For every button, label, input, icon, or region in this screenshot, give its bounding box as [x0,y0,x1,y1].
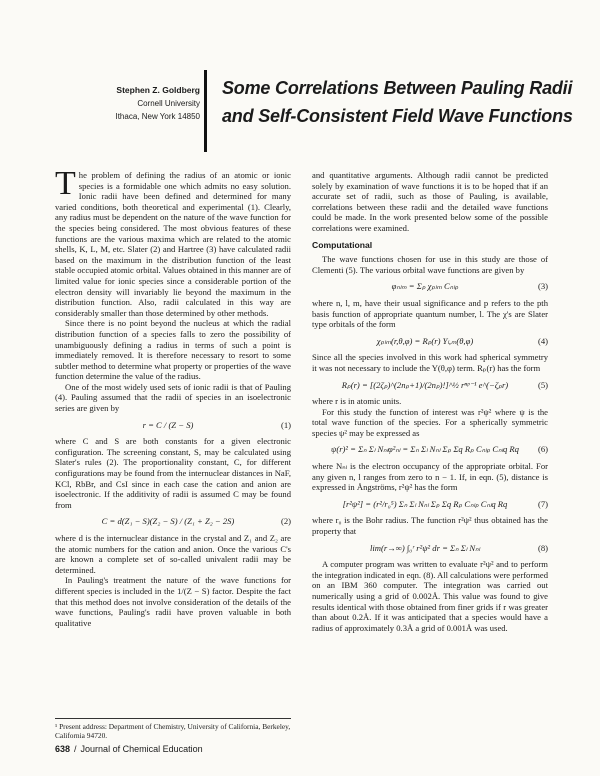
equation-number: (8) [537,542,548,553]
paragraph: Since there is no point beyond the nucleus at which the radial distribution function of a species falls to zero the possibility of unambiguously defining a radius in terms of such a point is immediately removed. It is therefore necessary to resort to some subtler method to determine what property or properties of the wave function determine the value of the radius. [55,318,291,382]
paragraph: and quantitative arguments. Although radii cannot be predicted solely by examination of wave functions it is to be hoped that if an accurate set of radii, such as those of Pauling, is available, correlations between these radii and the detailed wave functions could be made. In the work presented below some of the possible correlations were examined. [312,170,548,233]
equation-body: χₚₗₘ(r,θ,φ) = Rₚ(r) Yₗ,ₘ(θ,φ) [376,335,474,346]
equation-body: φₙₗₘ = Σₚ χₚₗₘ Cₙₗₚ [391,281,459,292]
equation-6 [312,444,548,455]
equation-body: C = d(Z₁ − S)(Z₂ − S) / (Z₁ + Z₂ − 2S) [101,516,235,527]
equation-number: (3) [537,281,548,292]
paragraph: where Nₙₗ is the electron occupancy of the appropriate orbital. For any given n, l ranges from zero to n − 1. If, in eqn. (5), distance is expressed in Ångströms, r²ψ² has the form [312,461,548,493]
equation-4 [312,336,548,347]
paragraph: where d is the internuclear distance in the crystal and Z₁ and Z₂ are the atomic numbers for the cation and anion. Once the various C's are known a complete set of so-called univalent radii may be determined. [55,533,291,575]
author-affiliation: Cornell University [137,99,200,108]
section-heading: Computational [312,239,373,250]
page-number: 638 [55,744,71,754]
paragraph: where r is in atomic units. [312,396,402,407]
footnote: ¹ Present address: Department of Chemistry, University of California, Berkeley, California 94720. [55,718,291,740]
author-block [50,84,200,123]
journal-name: Journal of Chemical Education [80,744,203,754]
title-line-1: Some Correlations Between Pauling Radii [222,78,573,98]
drop-cap: T [55,165,76,202]
author-location: Ithaca, New York 14850 [115,112,200,121]
paragraph: where r₀ is the Bohr radius. The function r²ψ² thus obtained has the property that [312,515,548,537]
intro-paragraph [55,165,291,318]
equation-7 [312,499,548,510]
equation-body: Rₚ(r) = [(2ζₚ)^(2nₚ+1)/(2nₚ)!]^½ rⁿᵖ⁻¹ e^(−ζₚr) [341,379,509,390]
paragraph: One of the most widely used sets of ionic radii is that of Pauling (4). Pauling assumed that the radii of species in an isoelectronic series are given by [55,381,291,414]
author-name: Stephen Z. Goldberg [116,85,200,95]
equation-number: (4) [537,335,548,346]
title-divider [204,70,207,152]
page-footer [55,744,203,754]
equation-number: (1) [280,419,291,430]
equation-1 [55,420,291,431]
equation-number: (5) [537,379,548,390]
equation-body: lim(r→∞) ∫₀ʳ r²ψ² dr = Σₙ Σₗ Nₙₗ [369,542,480,553]
paragraph: In Pauling's treatment the nature of the wave functions for different species is included in the 1/(Z − S) factor. Despite the fact that this method does not involve consideration of the details of the wave functions, Pauling's radii have proven valuable in both qualitative [55,575,291,628]
intro-text: he problem of defining the radius of an atomic or ionic species is a formidable one which admits no easy solution. Ionic radii have been defined and determined for many varied conditions, both theoretical and experimental (1). Clearly, any radius must be dependent on the nature of the wave function for the species being considered. The most obvious features of these functions are the various maxima which are related to the atomic shells, K, L, M, etc. Slater (2) and Hartree (3) have calculated radii based on the maximum in the distribution function of the least stable occupied atomic orbital. Values obtained in this manner are of limited value for ionic species since a considerable portion of the electron density will invariably lie beyond the maximum in the distribution function. Also, radii calculated in this way are considerably smaller than those determined by other methods. [55,170,291,318]
equation-8 [312,543,548,554]
equation-2 [55,516,291,527]
equation-3 [312,281,548,292]
left-column [55,165,291,628]
equation-body: ψ(r)² = Σₙ Σₗ Nₙₗφ²ₙₗ = Σₙ Σₗ Nₙₗ Σₚ Σq Rₚ Cₙₗₚ Cₙₗq Rq [331,444,519,455]
paragraph: where n, l, m, have their usual significance and p refers to the pth basis function of appropriate quantum number, l. The χ's are Slater type orbitals of the form [312,297,548,330]
equation-body: r = C / (Z − S) [142,419,194,430]
footer-separator: / [74,744,77,754]
article-title [222,74,582,130]
paragraph: A computer program was written to evaluate r²ψ² and to perform the integration indicated in eqn. (8). All calculations were performed on an IBM 360 computer. The integration was carried out numerically using a grid of 0.002Å. This value was found to give results identical with those obtained from finer grids if r was greater than about 0.2Å. If it was anticipated that a species would have a radius of approximately 0.3Å a grid of 0.001Å was used. [312,559,549,633]
paragraph: where C and S are both constants for a given electronic configuration. The screening constant, S, may be calculated using Slater's rules (2). The proportionality constant, C, for different configurations may be found from the internuclear distances in NaF, KCl, RbBr, and CsI since in each case the cation and anion are isoelectronic. If the additivity of radii is assumed C may be found from [55,436,291,510]
paragraph: The wave functions chosen for use in this study are those of Clementi (5). The various orbital wave functions are given by [312,254,548,275]
title-line-2: and Self-Consistent Field Wave Functions [222,106,573,126]
equation-body: [r²ψ²] = (r²/r₀⁵) Σₙ Σₗ Nₙₗ Σₚ Σq Rₚ Cₙₗₚ Cₙₗq Rq [342,498,508,509]
equation-number: (6) [537,444,548,455]
equation-5 [312,380,548,391]
equation-number: (2) [280,516,291,527]
right-column [312,170,548,633]
paragraph: For this study the function of interest was r²ψ² where ψ is the total wave function of the species. For a spherically symmetric species ψ² may be expressed as [312,406,548,438]
paragraph: Since all the species involved in this work had spherical symmetry it was not necessary to include the Y(θ,φ) term. Rₚ(r) has the form [312,352,548,373]
equation-number: (7) [537,498,548,509]
